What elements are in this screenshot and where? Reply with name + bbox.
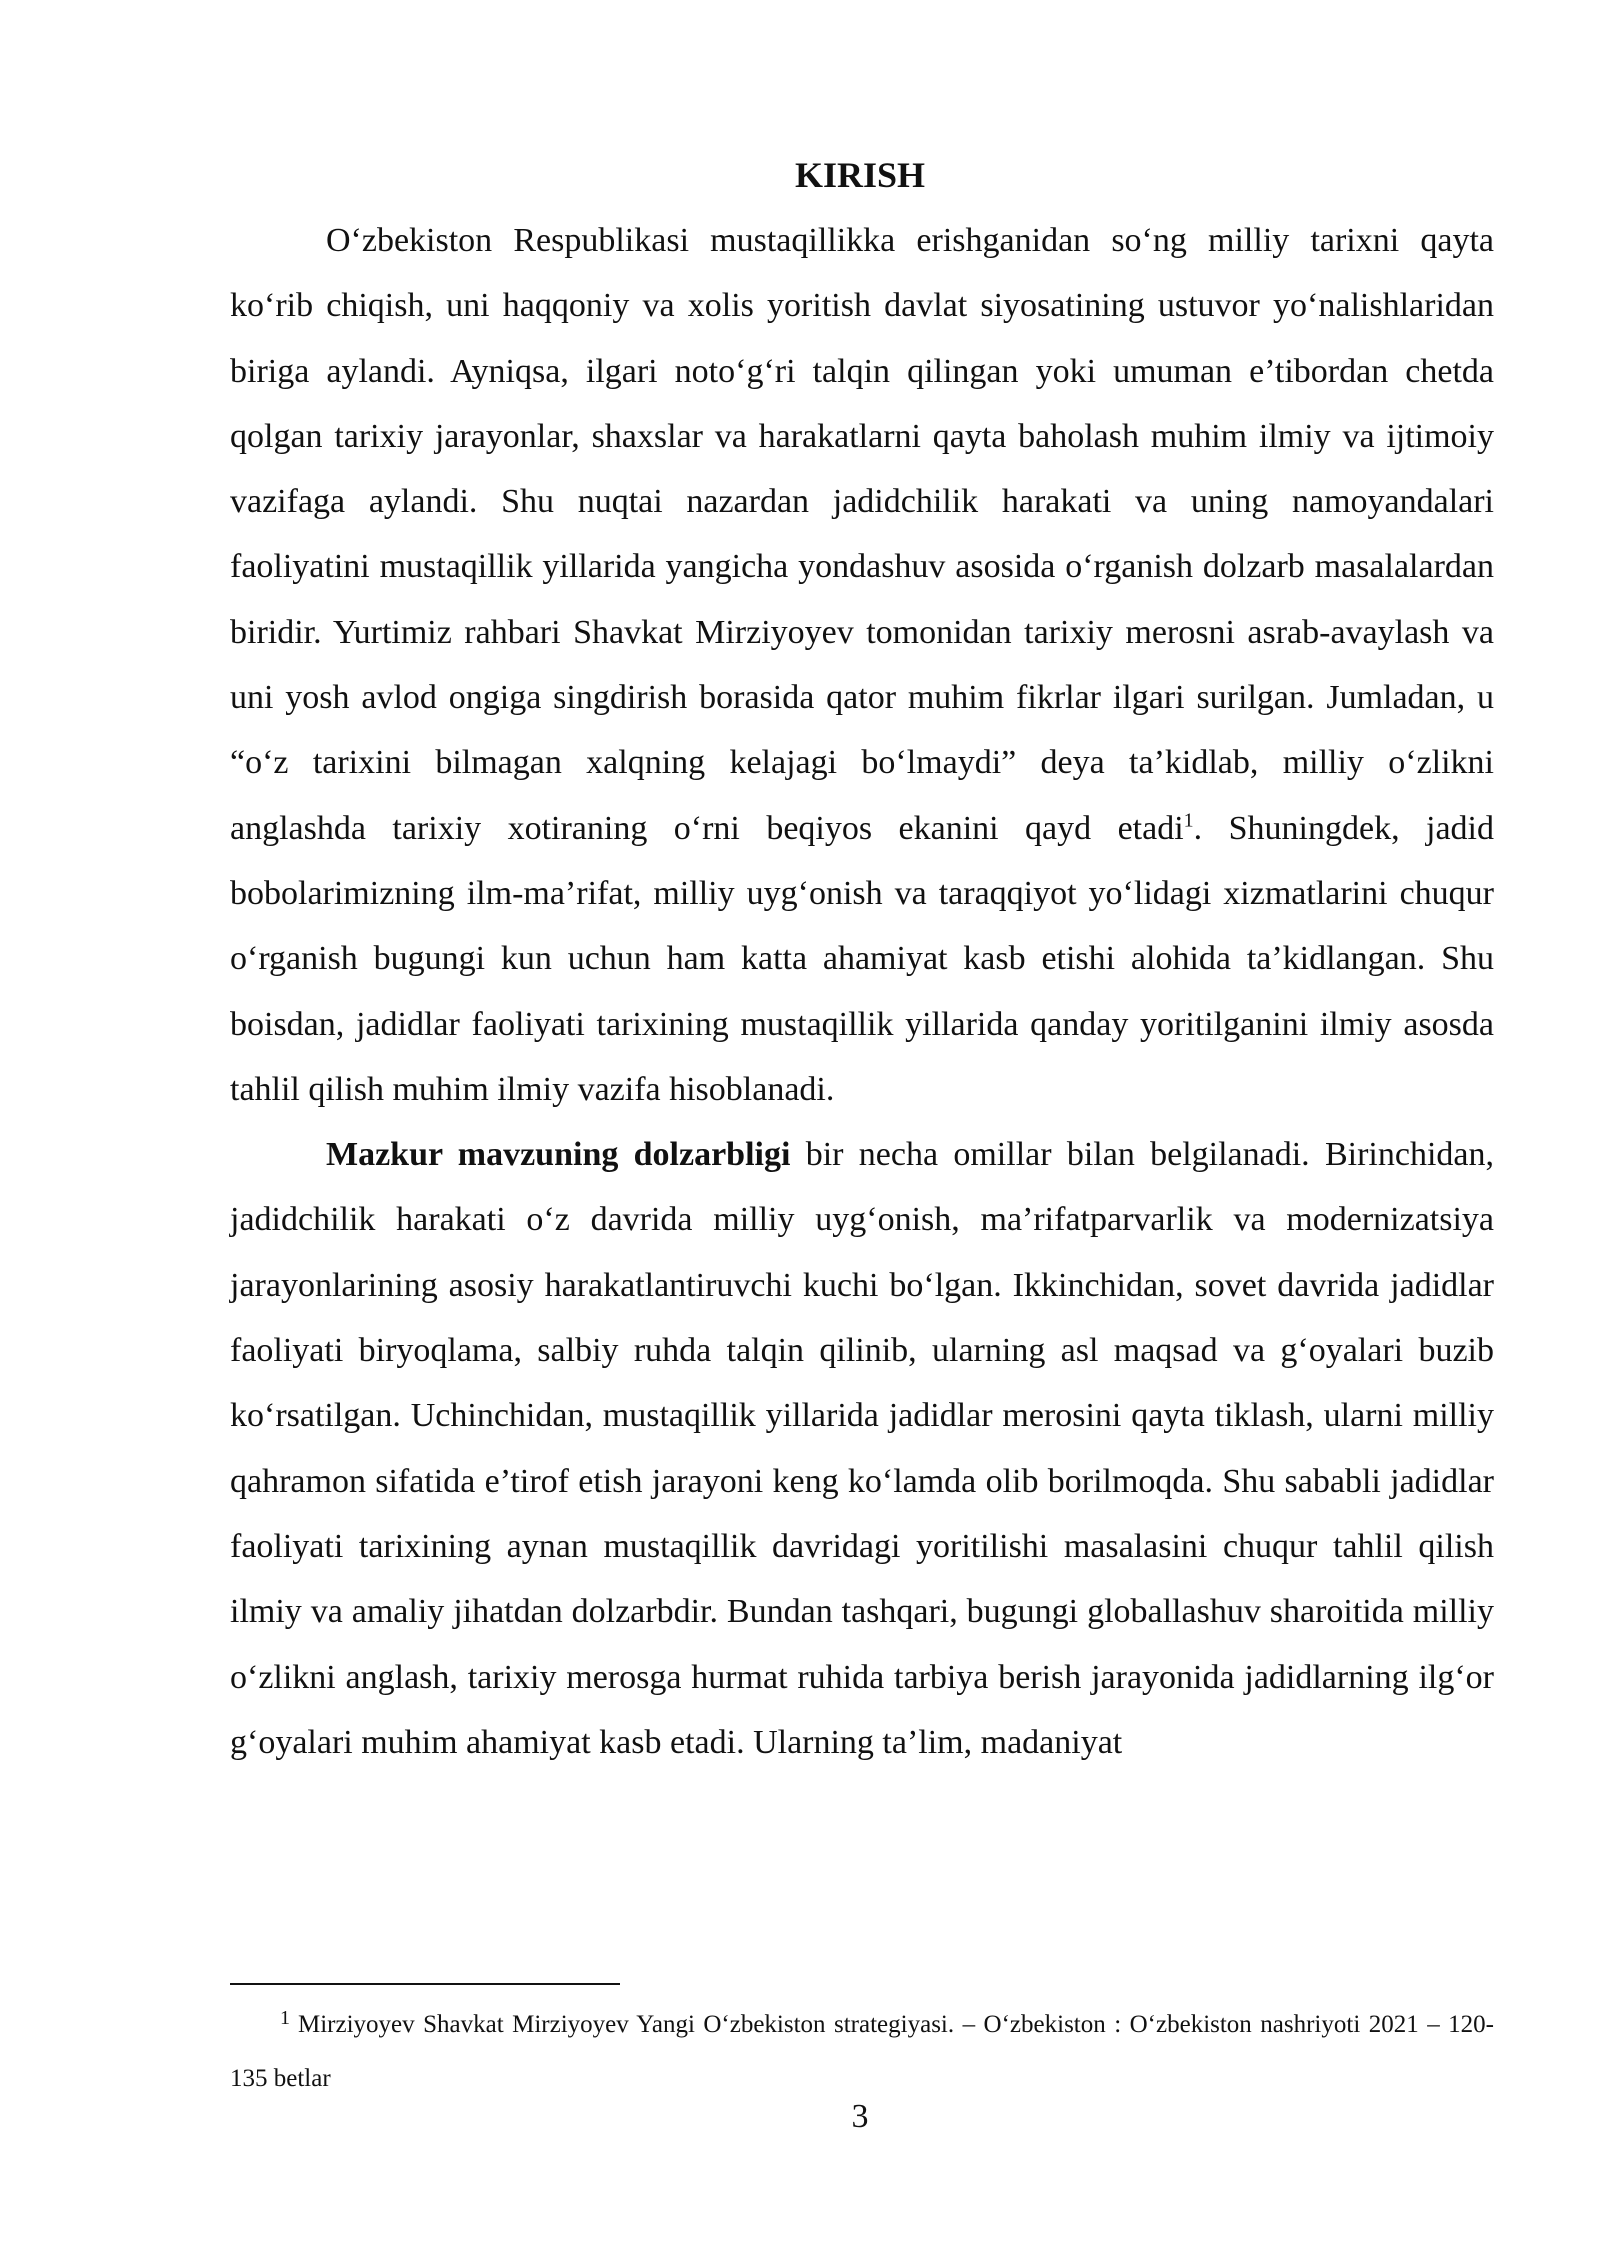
paragraph-intro-continuation: . Shuningdek, jadid bobolarimizning ilm-ma’rifat, milliy uyg‘onish va taraqqiyot yo‘lidagi xizmatlarini chuqur o‘rganish bugungi kun uchun ham katta ahamiyat kasb etishi alohida ta’kidlangan. Shu boisdan, jadidlar faoliyati tarixining mustaqillik yillarida qanday yoritilganini ilmiy asosda tahlil qilish muhim ilmiy vazifa hisoblanadi. [230,809,1494,1108]
footnote [230,1998,1494,2106]
footnote-reference: 1 [1183,809,1194,832]
page-number: 3 [851,2098,869,2135]
footnote-separator [230,1983,620,1985]
relevance-lead: Mazkur mavzuning dolzarbligi [326,1136,791,1174]
footnote-number: 1 [280,2007,290,2029]
section-heading: KIRISH [794,155,926,195]
paragraph-intro-text: O‘zbekiston Respublikasi mustaqillikka erishganidan so‘ng milliy tarixni qayta ko‘rib chiqish, uni haqqoniy va xolis yoritish davlat siyosatining ustuvor yo‘nalishlaridan biriga aylandi. Ayniqsa, ilgari noto‘g‘ri talqin qilingan yoki umuman e’tibordan chetda qolgan tarixiy jarayonlar, shaxslar va harakatlarni qayta baholash muhim ilmiy va ijtimoiy vazifaga aylandi. Shu nuqtai nazardan jadidchilik harakati va uning namoyandalari faoliyatini mustaqillik yillarida yangicha yondashuv asosida o‘rganish dolzarb masalalardan biridir. Yurtimiz rahbari Shavkat Mirziyoyev tomonidan tarixiy merosni asrab-avaylash va uni yosh avlod ongiga singdirish borasida qator muhim fikrlar ilgari surilgan. Jumladan, u “o‘z tarixini bilmagan xalqning kelajagi bo‘lmaydi” deya ta’kidlab, milliy o‘zlikni anglashda tarixiy xotiraning o‘rni beqiyos ekanini qayd etadi [230,222,1494,847]
footnote-text: Mirziyoyev Shavkat Mirziyoyev Yangi O‘zbekiston strategiyasi. – O‘zbekiston : O‘zbekiston nashriyoti 2021 – 120-135 betlar [230,2011,1494,2092]
paragraph-intro [230,208,1494,1122]
relevance-text: bir necha omillar bilan belgilanadi. Birinchidan, jadidchilik harakati o‘z davrida milliy uyg‘onish, ma’rifatparvarlik va modernizatsiya jarayonlarining asosiy harakatlantiruvchi kuchi bo‘lgan. Ikkinchidan, sovet davrida jadidlar faoliyati biryoqlama, salbiy ruhda talqin qilinib, ularning asl maqsad va g‘oyalari buzib ko‘rsatilgan. Uchinchidan, mustaqillik yillarida jadidlar merosini qayta tiklash, ularni milliy qahramon sifatida e’tirof etish jarayoni keng ko‘lamda olib borilmoqda. Shu sababli jadidlar faoliyati tarixining aynan mustaqillik davridagi yoritilishi masalasini chuqur tahlil qilish ilmiy va amaliy jihatdan dolzarbdir. Bundan tashqari, bugungi globallashuv sharoitida milliy o‘zlikni anglash, tarixiy merosga hurmat ruhida tarbiya berish jarayonida jadidlarning ilg‘or g‘oyalari muhim ahamiyat kasb etadi. Ularning ta’lim, madaniyat [230,1136,1494,1761]
main-text [230,208,1494,1775]
paragraph-relevance [230,1122,1494,1775]
